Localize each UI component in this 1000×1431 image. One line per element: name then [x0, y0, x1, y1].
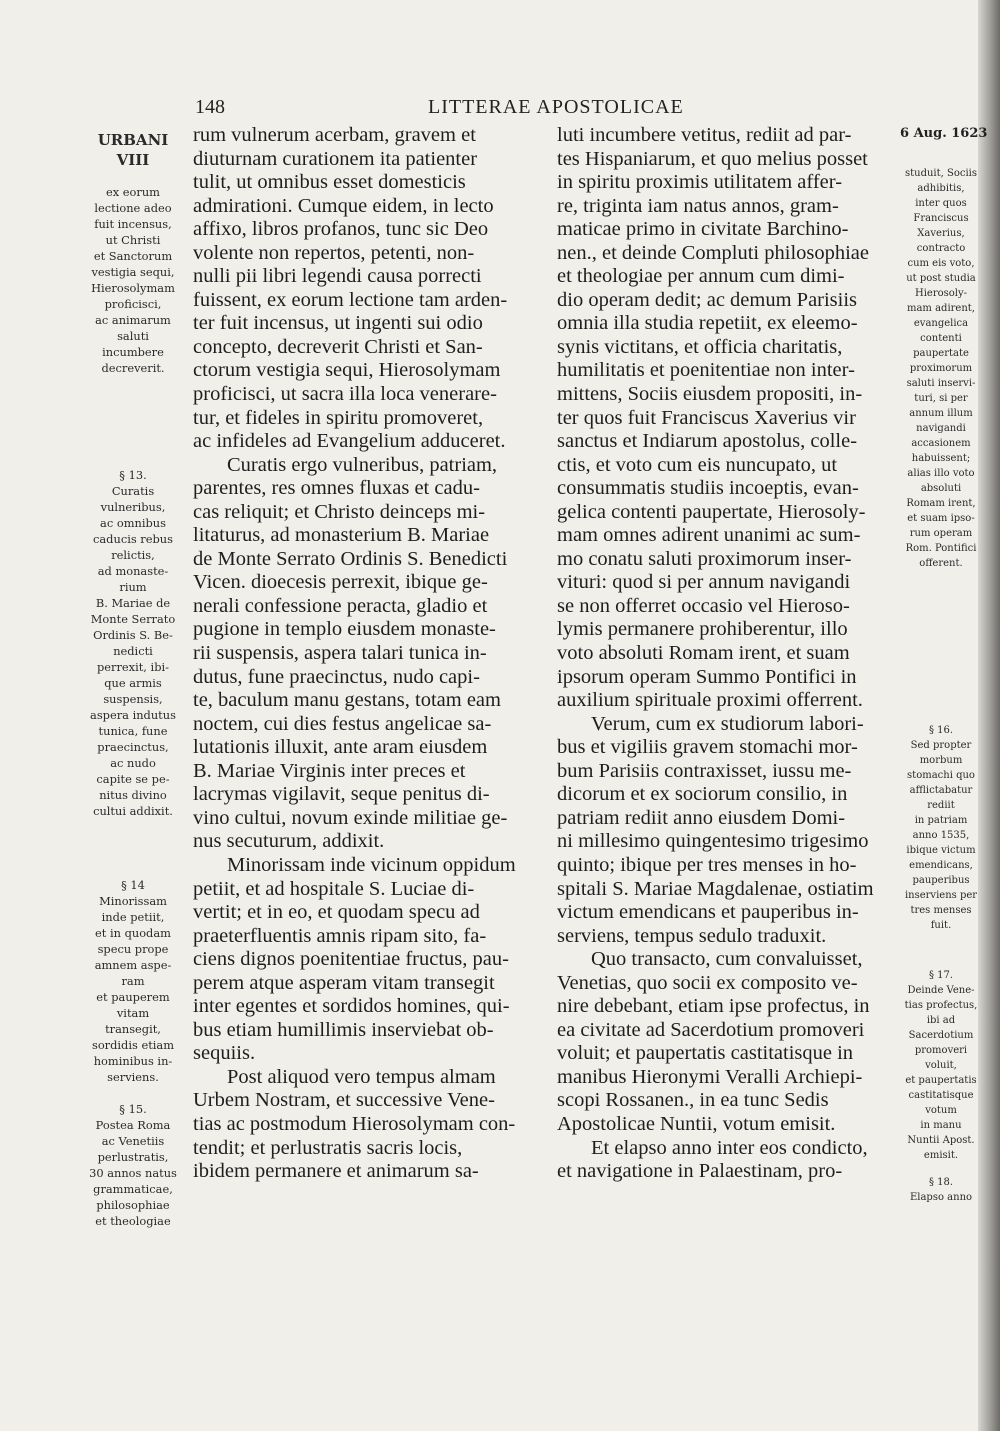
text-line: ibidem permanere et animarum sa- [193, 1160, 479, 1183]
margin-note-line: Hierosoly- [914, 288, 968, 299]
margin-note-line: ac animarum [95, 313, 171, 327]
text-line: proficisci, ut sacra illa loca venerare- [193, 383, 497, 406]
margin-note-line: emendicans, [909, 860, 973, 871]
margin-note-line: castitatisque [908, 1090, 974, 1101]
text-line: et navigatione in Palaestinam, pro- [557, 1160, 843, 1183]
text-line: concepto, decreverit Christi et San- [193, 335, 483, 358]
margin-note-line: inter quos [915, 198, 967, 209]
margin-note-line: Sed propter [910, 740, 972, 751]
margin-note-line: accasionem [911, 438, 971, 449]
text-line: mittens, Sociis eiusdem propositi, in- [557, 383, 863, 406]
margin-note-line: voluit, [925, 1060, 957, 1071]
margin-note-line: incumbere [102, 345, 164, 359]
margin-note-line: mam adirent, [906, 303, 975, 314]
text-line: patriam rediit anno eiusdem Domi- [557, 806, 846, 829]
text-line: ctorum vestigia sequi, Hierosolymam [193, 359, 501, 382]
text-line: Apostolicae Nuntii, votum emisit. [557, 1112, 836, 1135]
margin-note-line: ac nudo [110, 756, 156, 770]
text-line: ctis, et voto cum eis nuncupato, ut [557, 453, 838, 476]
margin-note-line: ac omnibus [100, 516, 166, 530]
margin-note-line: perlustratis, [97, 1150, 169, 1164]
text-line: nus secuturum, addixit. [193, 830, 385, 853]
right-margin-note-4 [896, 1175, 986, 1205]
left-margin-note-3 [84, 877, 182, 1085]
margin-note-line: in patriam [914, 815, 968, 826]
text-line: nerali confessione peracta, gladio et [193, 594, 488, 617]
margin-note-line: B. Mariae de [95, 596, 171, 610]
text-line: sequiis. [193, 1042, 256, 1065]
text-line: scopi Rossanen., in ea tunc Sedis [557, 1089, 829, 1112]
text-line: ter quos fuit Franciscus Xaverius vir [557, 406, 856, 429]
margin-note-line: promoveri [914, 1045, 968, 1056]
margin-note-line: § 15. [119, 1102, 147, 1116]
margin-note-line: ibi ad [926, 1015, 956, 1026]
margin-note-line: inserviens per [904, 890, 978, 901]
margin-note-line: nitus divino [99, 788, 167, 802]
margin-note-line: et in quodam [95, 926, 171, 940]
text-line: tes Hispaniarum, et quo melius posset [557, 147, 868, 170]
text-line: te, baculum manu gestans, totam eam [193, 689, 501, 712]
margin-note-line: ut post studia [906, 273, 976, 284]
text-line: Venetias, quo socii ex composito ve- [557, 971, 858, 994]
text-line: humilitatis et poenitentiae non inter- [557, 359, 855, 382]
margin-note-line: 30 annos natus [89, 1166, 177, 1180]
right-margin-note-1 [896, 166, 986, 571]
margin-note-line: et theologiae [95, 1214, 171, 1228]
margin-note-line: rium [119, 580, 147, 594]
margin-note-line: afflictabatur [909, 785, 973, 796]
margin-note-line: paupertate [913, 348, 969, 359]
text-line: bus et vigiliis gravem stomachi mor- [557, 736, 858, 759]
text-line: sanctus et Indiarum apostolus, colle- [557, 430, 858, 453]
margin-heading: VIII [116, 151, 150, 169]
margin-note-line: saluti [117, 329, 149, 343]
text-line: Et elapso anno inter eos condicto, [591, 1136, 868, 1159]
margin-note-line: Rom. Pontifici [905, 543, 977, 554]
text-line: rii suspensis, aspera talari tunica in- [193, 642, 487, 665]
margin-note-line: habuissent; [911, 453, 971, 464]
margin-note-line: caducis rebus [93, 532, 173, 546]
text-line: cas reliquit; et Christo deinceps mi- [193, 500, 486, 523]
text-line: dio operam dedit; ac demum Parisiis [557, 288, 858, 311]
margin-heading: URBANI [97, 131, 169, 149]
margin-note-line: serviens. [107, 1070, 159, 1084]
text-line: maticae primo in civitate Barchino- [557, 218, 849, 241]
text-line: ciens dignos poenitentiae fructus, pau- [193, 948, 509, 971]
left-margin-note-4 [84, 1101, 182, 1229]
margin-note-line: relictis, [111, 548, 155, 562]
text-line: parentes, res omnes fluxas et cadu- [193, 477, 480, 500]
left-margin-note-1 [84, 130, 182, 376]
text-line: noctem, cui dies festus angelicae sa- [193, 712, 492, 735]
margin-note-line: ut Christi [105, 233, 161, 247]
text-line: bum Parisiis contraxisset, iussu me- [557, 759, 852, 782]
text-line: tulit, ut omnibus esset domesticis [193, 171, 466, 194]
margin-note-line: tunica, fune [98, 724, 168, 738]
text-line: mo conatu saluti proximorum inser- [557, 547, 852, 570]
text-line: nire debebant, etiam ipse profectus, in [557, 995, 870, 1018]
margin-note-line: Postea Roma [95, 1118, 171, 1132]
margin-note-line: votum [925, 1105, 957, 1116]
text-line: re, triginta iam natus annos, gram- [557, 194, 839, 217]
margin-spacer [84, 170, 182, 184]
margin-note-line: studuit, Sociis [904, 168, 977, 179]
text-line: Quo transacto, cum convaluisset, [591, 948, 863, 971]
text-line: vino cultui, novum exinde militiae ge- [193, 806, 508, 829]
text-line: perem atque asperam vitam transegit [193, 971, 495, 994]
text-line: Minorissam inde vicinum oppidum [227, 853, 516, 876]
margin-note-line: ibique victum [906, 845, 976, 856]
margin-note-line: Curatis [111, 484, 155, 498]
text-line: se non offerret occasio vel Hieroso- [557, 594, 850, 617]
text-line: diuturnam curationem ita patienter [193, 147, 478, 170]
text-line: Urbem Nostram, et successive Vene- [193, 1089, 495, 1112]
text-line: tur, et fideles in spiritu promoveret, [193, 406, 484, 429]
margin-note-line: morbum [919, 755, 963, 766]
text-line: pugione in templo eiusdem monaste- [193, 618, 496, 641]
margin-note-line: ac Venetiis [101, 1134, 165, 1148]
text-line: Vicen. dioecesis perrexit, ibique ge- [193, 571, 488, 594]
margin-note-line: fuit. [930, 920, 952, 931]
margin-note-line: Elapso anno [909, 1192, 973, 1203]
text-line: dicorum et ex sociorum consilio, in [557, 783, 848, 806]
margin-note-line: Sacerdotium [908, 1030, 974, 1041]
margin-note-line: § 14 [121, 878, 145, 892]
margin-note-line: annum illum [909, 408, 973, 419]
text-line: B. Mariae Virginis inter preces et [193, 759, 466, 782]
margin-note-line: pauperibus [912, 875, 970, 886]
text-line: nen., et deinde Compluti philosophiae [557, 241, 870, 264]
text-line: spitali S. Mariae Magdalenae, ostiatim [557, 877, 874, 900]
text-line: affixo, libros profanos, tunc sic Deo [193, 218, 489, 241]
text-line: bus etiam humillimis inserviebat ob- [193, 1018, 494, 1041]
margin-note-line: et pauperem [96, 990, 170, 1004]
margin-note-line: capite se pe- [96, 772, 170, 786]
text-line: rum vulnerum acerbam, gravem et [193, 124, 476, 146]
text-line: de Monte Serrato Ordinis S. Benedicti [193, 547, 508, 570]
text-line: ac infideles ad Evangelium adduceret. [193, 430, 506, 453]
margin-note-line: vestigia sequi, [91, 265, 175, 279]
text-line: lymis permanere prohiberentur, illo [557, 618, 848, 641]
margin-note-line: Ordinis S. Be- [93, 628, 173, 642]
text-line: admirationi. Cumque eidem, in lecto [193, 194, 494, 217]
margin-note-line: tias profectus, [904, 1000, 978, 1011]
page-number: 148 [195, 96, 225, 118]
text-line: litaturus, ad monasterium B. Mariae [193, 524, 490, 547]
text-line: tendit; et perlustratis sacris locis, [193, 1136, 463, 1159]
text-line: nulli pii libri legendi causa porrecti [193, 265, 482, 288]
margin-note-line: Xaverius, [917, 228, 965, 239]
text-line: tias ac postmodum Hierosolymam con- [193, 1112, 516, 1135]
margin-note-line: et suam ipso- [907, 513, 975, 524]
page-title: LITTERAE APOSTOLICAE [428, 96, 684, 118]
running-header [195, 96, 895, 126]
text-line: dutus, fune praecinctus, nudo capi- [193, 665, 480, 688]
text-line: voto absoluti Romam irent, et suam [557, 642, 850, 665]
margin-note-line: navigandi [916, 423, 966, 434]
margin-note-line: contracto [916, 243, 966, 254]
margin-note-line: vitam [116, 1006, 150, 1020]
margin-note-line: cum eis voto, [907, 258, 975, 269]
margin-note-line: nedicti [113, 644, 153, 658]
text-line: vertit; et in eo, et quodam specu ad [193, 901, 480, 924]
margin-note-line: et paupertatis [905, 1075, 977, 1086]
margin-note-line: absoluti [920, 483, 962, 494]
margin-note-line: Minorissam [99, 894, 167, 908]
margin-note-line: anno 1535, [912, 830, 970, 841]
margin-note-line: sordidis etiam [91, 1038, 175, 1052]
text-line: synis victitans, et officia charitatis, [557, 335, 843, 358]
margin-note-line: suspensis, [103, 692, 163, 706]
text-line: voluit; et paupertatis castitatisque in [557, 1042, 854, 1065]
margin-note-line: adhibitis, [917, 183, 965, 194]
margin-note-line: § 16. [928, 725, 954, 736]
margin-note-line: § 13. [119, 468, 147, 482]
margin-note-line: Monte Serrato [90, 612, 176, 626]
margin-note-line: § 18. [928, 1177, 954, 1188]
text-line: ipsorum operam Summo Pontifici in [557, 665, 857, 688]
margin-note-line: hominibus in- [93, 1054, 173, 1068]
text-line: Curatis ergo vulneribus, patriam, [227, 453, 498, 476]
margin-note-line: grammaticae, [93, 1182, 173, 1196]
margin-note-line: rum operam [909, 528, 973, 539]
text-line: fuissent, ex eorum lectione tam arden- [193, 288, 508, 311]
left-margin-note-2 [84, 467, 182, 819]
text-line: serviens, tempus sedulo traduxit. [557, 924, 827, 947]
margin-note-line: alias illo voto [907, 468, 975, 479]
text-line: manibus Hieronymi Veralli Archiepi- [557, 1065, 863, 1088]
text-line: praeterfluentis amnis ripam sito, fa- [193, 924, 487, 947]
text-line: luti incumbere vetitus, rediit ad par- [557, 124, 852, 146]
text-line: Verum, cum ex studiorum labori- [591, 712, 864, 735]
margin-note-line: ad monaste- [97, 564, 169, 578]
margin-note-line: Nuntii Apost. [907, 1135, 975, 1146]
text-line: quinto; ibique per tres menses in ho- [557, 853, 857, 876]
margin-note-line: decreverit. [101, 361, 165, 375]
text-line: gelica contenti paupertate, Hierosoly- [557, 500, 866, 523]
margin-note-line: contenti [920, 333, 962, 344]
margin-note-line: vulneribus, [100, 500, 166, 514]
text-line: ter fuit incensus, ut ingenti sui odio [193, 312, 483, 335]
margin-note-line: evangelica [913, 318, 969, 329]
main-text-right-column [557, 124, 897, 1184]
text-line: lutationis illuxit, ante aram eiusdem [193, 736, 488, 759]
margin-note-line: ram [121, 974, 145, 988]
text-line: inter egentes et sordidos homines, qui- [193, 995, 510, 1018]
margin-note-line: tres menses [910, 905, 972, 916]
text-line: omnia illa studia repetiit, ex eleemo- [557, 312, 858, 335]
text-line: victum emendicans et pauperibus in- [557, 901, 859, 924]
margin-note-line: lectione adeo [94, 201, 172, 215]
margin-note-line: specu prope [97, 942, 169, 956]
margin-note-line: Deinde Vene- [907, 985, 975, 996]
margin-note-line: saluti inservi- [906, 378, 976, 389]
text-line: Post aliquod vero tempus almam [227, 1065, 496, 1088]
text-line: mam omnes adirent unanimi ac sum- [557, 524, 861, 547]
text-line: consummatis studiis incoeptis, evan- [557, 477, 859, 500]
margin-note-line: emisit. [923, 1150, 959, 1161]
margin-note-line: § 17. [928, 970, 954, 981]
margin-note-line: que armis [104, 676, 162, 690]
margin-note-line: et Sanctorum [93, 249, 173, 263]
right-margin-note-2 [896, 723, 986, 933]
text-line: ea civitate ad Sacerdotium promoveri [557, 1018, 865, 1041]
margin-note-line: Franciscus [913, 213, 969, 224]
margin-note-line: aspera indutus [90, 708, 176, 722]
margin-note-line: proficisci, [104, 297, 162, 311]
main-text-left-column [193, 124, 533, 1184]
text-line: auxilium spirituale proximi offerrent. [557, 689, 863, 712]
margin-note-line: transegit, [105, 1022, 161, 1036]
text-line: et theologiae per annum cum dimi- [557, 265, 845, 288]
margin-note-line: fuit incensus, [94, 217, 172, 231]
margin-note-line: Hierosolymam [91, 281, 175, 295]
margin-note-line: offerent. [919, 558, 963, 569]
text-line: ni millesimo quingentesimo trigesimo [557, 830, 869, 853]
margin-note-line: amnem aspe- [94, 958, 172, 972]
margin-note-line: cultui addixit. [93, 804, 173, 818]
margin-note-line: perrexit, ibi- [97, 660, 169, 674]
right-margin-note-3 [896, 968, 986, 1163]
text-line: vituri: quod si per annum navigandi [557, 571, 851, 594]
text-line: in spiritu proximis utilitatem affer- [557, 171, 843, 194]
margin-note-line: Romam irent, [906, 498, 976, 509]
margin-date: 6 Aug. 1623 [900, 126, 988, 141]
text-line: lacrymas vigilavit, seque penitus di- [193, 783, 490, 806]
margin-note-line: in manu [920, 1120, 962, 1131]
margin-note-line: turi, si per [914, 393, 968, 404]
margin-note-line: ex eorum [106, 185, 160, 199]
margin-note-line: praecinctus, [97, 740, 169, 754]
margin-note-line: philosophiae [96, 1198, 170, 1212]
margin-note-line: stomachi quo [907, 770, 975, 781]
margin-note-line: rediit [927, 800, 955, 811]
margin-note-line: inde petiit, [101, 910, 165, 924]
text-line: volente non repertos, petenti, non- [193, 241, 475, 264]
margin-note-line: proximorum [909, 363, 973, 374]
text-line: petiit, et ad hospitale S. Luciae di- [193, 877, 475, 900]
